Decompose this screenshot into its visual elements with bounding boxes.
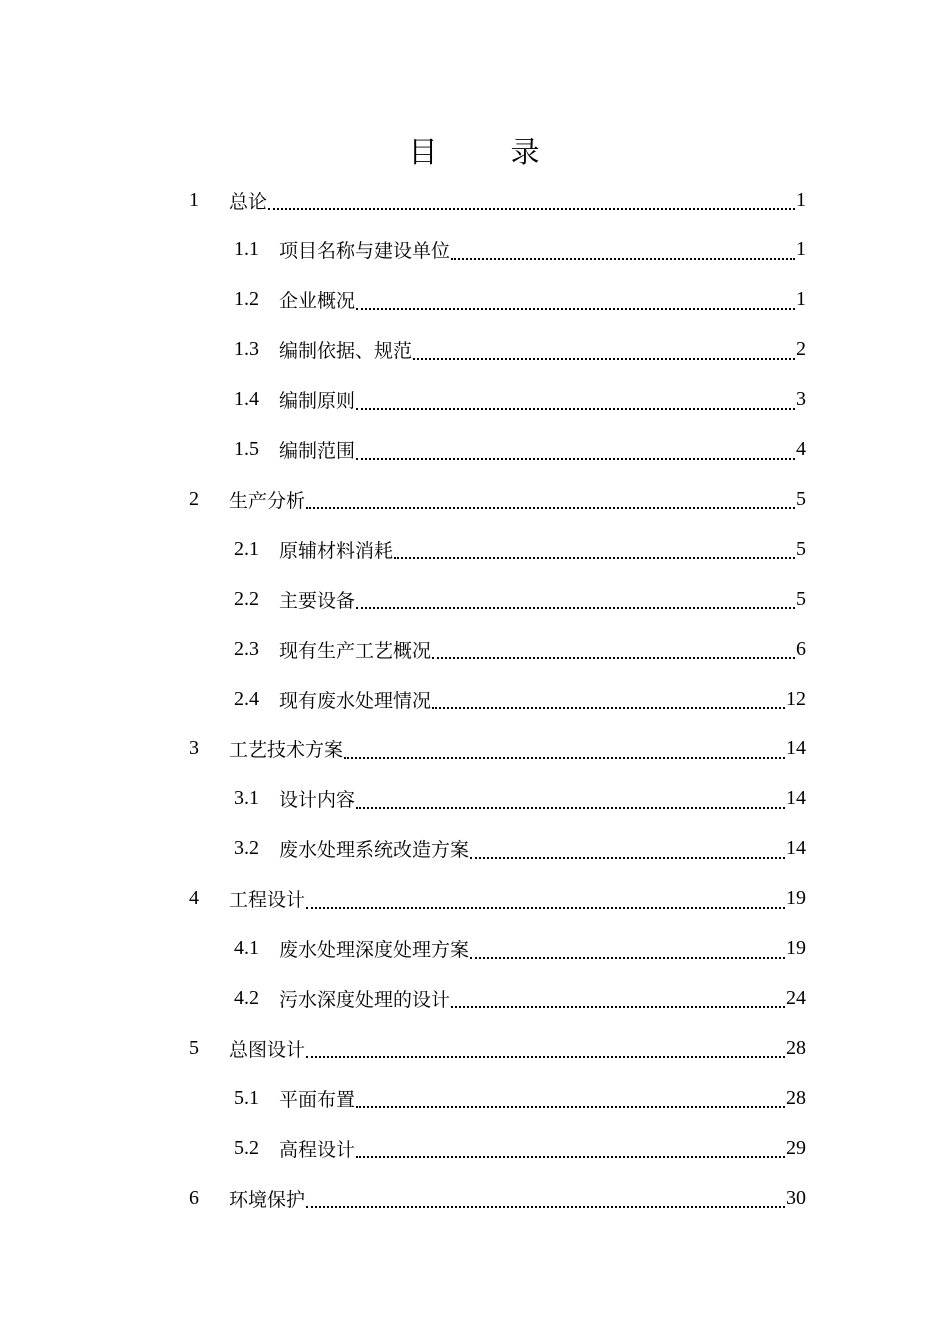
toc-entry-page-number: 5 [796, 587, 806, 610]
toc-entry-label: 编制依据、规范 [279, 340, 413, 363]
toc-entry-number: 5.2 [234, 1136, 259, 1159]
toc-dot-leader [306, 485, 795, 509]
toc-entry-label: 主要设备 [279, 589, 356, 612]
toc-entry-page-number: 1 [796, 238, 806, 261]
toc-entry-number: 5 [189, 1036, 199, 1059]
toc-dot-leader [451, 984, 785, 1008]
toc-entry-number: 3.2 [234, 837, 259, 860]
toc-entry[interactable] [189, 1173, 806, 1223]
toc-entry-label: 项目名称与建设单位 [279, 240, 451, 263]
toc-entry-number: 4.1 [234, 937, 259, 959]
toc-entry-label: 平面布置 [279, 1088, 356, 1111]
toc-entry-page-number: 30 [786, 1186, 806, 1209]
toc-entry[interactable] [234, 624, 806, 674]
toc-entry[interactable] [189, 724, 806, 774]
toc-entry[interactable] [189, 474, 806, 524]
toc-entry[interactable] [234, 824, 806, 874]
toc-entry-number: 2.1 [234, 537, 259, 560]
toc-entry[interactable] [234, 325, 806, 375]
toc-entry-label: 原辅材料消耗 [279, 539, 394, 562]
toc-title: 目 录 [408, 135, 562, 169]
toc-entry-page-number: 19 [786, 887, 806, 910]
toc-dot-leader [356, 785, 785, 809]
toc-entry-number: 2.2 [234, 587, 259, 610]
toc-entry-number: 1.5 [234, 438, 259, 460]
toc-entry-page-number: 14 [786, 737, 806, 760]
toc-dot-leader [356, 1084, 785, 1108]
toc-entry-page-number: 4 [796, 438, 806, 460]
toc-entry-page-number: 6 [796, 637, 806, 660]
toc-entry[interactable] [189, 874, 806, 924]
toc-entry-label: 污水深度处理的设计 [279, 988, 451, 1011]
toc-entry-label: 工程设计 [229, 889, 306, 912]
toc-entry-page-number: 29 [786, 1136, 806, 1159]
toc-entry-number: 3 [189, 737, 199, 760]
toc-entry-label: 环境保护 [229, 1188, 306, 1211]
toc-entry-number: 2.4 [234, 687, 259, 710]
toc-entry-page-number: 1 [796, 288, 806, 311]
toc-entry[interactable] [234, 524, 806, 574]
toc-entry-page-number: 19 [786, 937, 806, 959]
toc-entry-number: 1.1 [234, 238, 259, 261]
toc-entry[interactable] [234, 774, 806, 824]
toc-dot-leader [356, 436, 795, 460]
toc-entry-label: 生产分析 [229, 489, 306, 512]
toc-entry-page-number: 3 [796, 388, 806, 411]
toc-entry-page-number: 1 [796, 188, 806, 211]
toc-entry-label: 企业概况 [279, 290, 356, 313]
toc-dot-leader [356, 286, 795, 310]
toc-entry[interactable] [189, 175, 806, 225]
toc-dot-leader [356, 585, 795, 609]
toc-dot-leader [470, 835, 785, 859]
toc-entry[interactable] [234, 574, 806, 624]
toc-entry-number: 1.4 [234, 388, 259, 411]
toc-entry[interactable] [234, 275, 806, 325]
toc-entry-number: 1 [189, 188, 199, 211]
toc-entry-label: 废水处理系统改造方案 [279, 839, 470, 862]
toc-entry-page-number: 14 [786, 837, 806, 860]
toc-entry-label: 编制原则 [279, 390, 356, 413]
toc-entry-page-number: 28 [786, 1086, 806, 1109]
toc-dot-leader [394, 535, 795, 559]
toc-entry[interactable] [234, 1073, 806, 1123]
toc-entry-page-number: 5 [796, 537, 806, 560]
toc-dot-leader [344, 735, 785, 759]
toc-entry-label: 现有生产工艺概况 [279, 639, 432, 662]
toc-entry-label: 设计内容 [279, 789, 356, 812]
toc-entry-label: 总图设计 [229, 1038, 306, 1061]
toc-entry[interactable] [234, 375, 806, 425]
toc-dot-leader [306, 1034, 785, 1058]
toc-entry-page-number: 5 [796, 487, 806, 510]
toc-entry[interactable] [234, 225, 806, 275]
toc-entry-page-number: 2 [796, 338, 806, 361]
toc-entry-label: 总论 [229, 190, 268, 213]
toc-entry-number: 1.2 [234, 288, 259, 311]
toc-entry[interactable] [189, 1023, 806, 1073]
toc-entry-page-number: 28 [786, 1036, 806, 1059]
toc-entry-label: 高程设计 [279, 1138, 356, 1161]
toc-entry-label: 工艺技术方案 [229, 739, 344, 762]
toc-dot-leader [268, 186, 795, 210]
toc-dot-leader [356, 386, 795, 410]
toc-entry[interactable] [234, 924, 806, 974]
toc-dot-leader [451, 236, 795, 260]
toc-dot-leader [356, 1134, 785, 1158]
toc-dot-leader [413, 336, 795, 360]
toc-entry[interactable] [234, 1123, 806, 1173]
toc-entry-label: 编制范围 [279, 440, 356, 462]
toc-entry[interactable] [234, 674, 806, 724]
toc-entry-number: 6 [189, 1186, 199, 1209]
toc-entry[interactable] [234, 425, 806, 475]
toc-entry-number: 4.2 [234, 986, 259, 1009]
toc-entry-page-number: 12 [786, 687, 806, 710]
toc-dot-leader [306, 885, 785, 909]
toc-entry-page-number: 24 [786, 986, 806, 1009]
toc-entry-number: 1.3 [234, 338, 259, 361]
toc-dot-leader [432, 685, 785, 709]
toc-dot-leader [470, 935, 785, 959]
toc-entry-number: 5.1 [234, 1086, 259, 1109]
toc-entry[interactable] [234, 973, 806, 1023]
toc-entry-number: 3.1 [234, 787, 259, 810]
toc-entry-page-number: 14 [786, 787, 806, 810]
toc-entry-number: 4 [189, 887, 199, 910]
toc-entry-number: 2 [189, 487, 199, 510]
toc-entry-label: 废水处理深度处理方案 [279, 939, 470, 961]
toc-entry-label: 现有废水处理情况 [279, 689, 432, 712]
toc-entry-number: 2.3 [234, 637, 259, 660]
toc-dot-leader [432, 635, 795, 659]
toc-dot-leader [306, 1184, 785, 1208]
